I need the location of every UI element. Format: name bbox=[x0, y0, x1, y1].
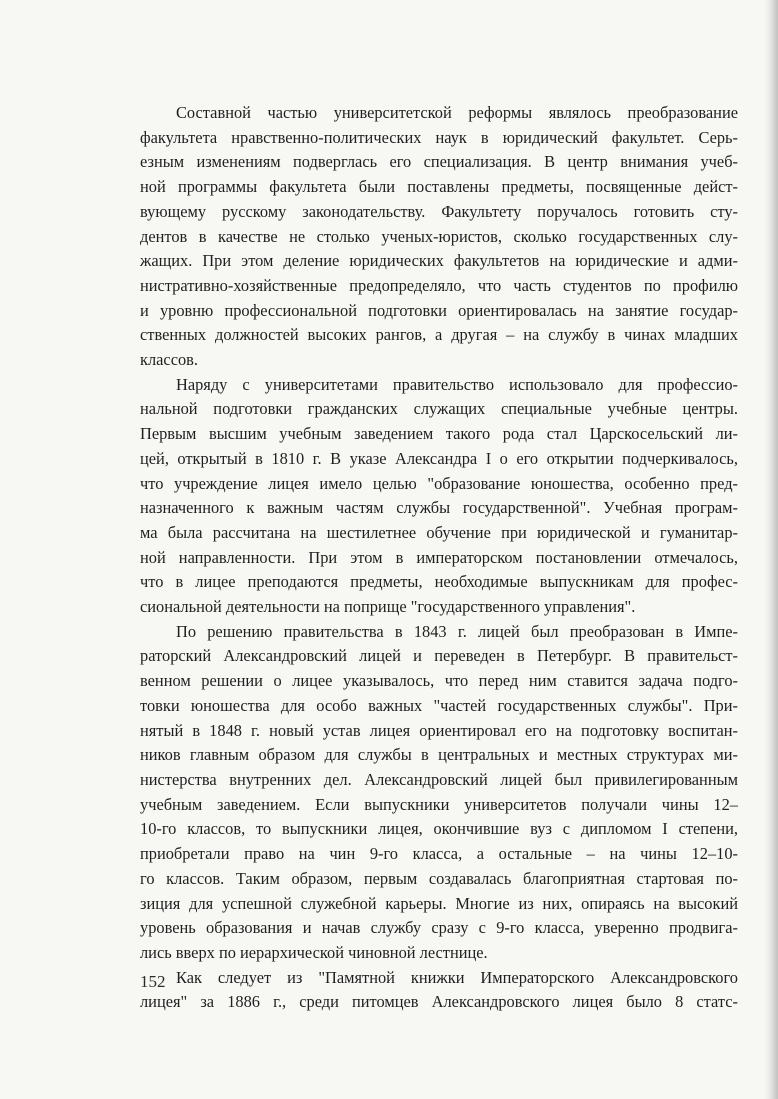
text-line: венном решении о лицее указывалось, что перед ним ставится задача подго- bbox=[140, 671, 738, 691]
text-line: го классов. Таким образом, первым создавалась благоприятная стартовая по- bbox=[140, 868, 738, 888]
text-line: ной программы факультета были поставлены предметы, посвященные дейст- bbox=[140, 177, 738, 197]
text-line: уровень образования и начав службу сразу с 9-го класса, уверенно продвига- bbox=[140, 918, 738, 938]
text-line: раторский Александровский лицей и переведен в Петербург. В правительст- bbox=[140, 646, 738, 666]
text-line: ма была рассчитана на шестилетнее обучение при юридической и гуманитар- bbox=[140, 522, 738, 542]
text-line: назначенного к важным частям службы государственной". Учебная програм- bbox=[140, 498, 738, 518]
text-line: езным изменениям подверглась его специализация. В центр внимания учеб- bbox=[140, 152, 738, 172]
text-line: нальной подготовки гражданских служащих специальные учебные центры. bbox=[140, 399, 738, 419]
text-line: классов. bbox=[140, 350, 198, 370]
page-edge-shadow bbox=[764, 0, 778, 1099]
text-line: ственных должностей высоких рангов, а другая – на службу в чинах младших bbox=[140, 325, 738, 345]
text-line: дентов в качестве не столько ученых-юристов, сколько государственных слу- bbox=[140, 226, 738, 246]
text-line: учебным заведением. Если выпускники университетов получали чины 12– bbox=[140, 794, 738, 814]
text-line: ной направленности. При этом в императорском постановлении отмечалось, bbox=[140, 547, 738, 567]
text-line: факультета нравственно-политических наук в юридический факультет. Серь- bbox=[140, 127, 738, 147]
text-line: вующему русскому законодательству. Факультету поручалось готовить сту- bbox=[140, 201, 738, 221]
body-text bbox=[140, 101, 738, 1015]
text-line: приобретали право на чин 9-го класса, а остальные – на чины 12–10- bbox=[140, 844, 738, 864]
text-line: и уровню профессиональной подготовки ориентировалась на занятие государ- bbox=[140, 300, 738, 320]
text-line: Наряду с университетами правительство использовало для профессио- bbox=[176, 374, 738, 394]
text-line: По решению правительства в 1843 г. лицей был преобразован в Импе- bbox=[176, 621, 738, 641]
text-line: зиция для успешной служебной карьеры. Многие из них, опираясь на высокий bbox=[140, 893, 738, 913]
text-line: жащих. При этом деление юридических факультетов на юридические и адми- bbox=[140, 251, 738, 271]
text-line: нистерства внутренних дел. Александровский лицей был привилегированным bbox=[140, 769, 738, 789]
text-line: что в лицее преподаются предметы, необходимые выпускникам для профес- bbox=[140, 572, 738, 592]
text-line: лись вверх по иерархической чиновной лестнице. bbox=[140, 942, 488, 962]
text-line: нятый в 1848 г. новый устав лицея ориентировал его на подготовку воспитан- bbox=[140, 720, 738, 740]
text-line: ников главным образом для службы в центральных и местных структурах ми- bbox=[140, 745, 738, 765]
text-line: Первым высшим учебным заведением такого рода стал Царскосельский ли- bbox=[140, 424, 738, 444]
text-line: сиональной деятельности на поприще "государственного управления". bbox=[140, 597, 636, 617]
page-number: 152 bbox=[140, 972, 166, 991]
text-line: лицея" за 1886 г., среди питомцев Александровского лицея было 8 статс- bbox=[140, 992, 738, 1012]
text-line: цей, открытый в 1810 г. В указе Александра I о его открытии подчеркивалось, bbox=[140, 448, 738, 468]
text-line: нистративно-хозяйственные предопределяло, что часть студентов по профилю bbox=[140, 275, 738, 295]
text-line: товки юношества для особо важных "частей государственных службы". При- bbox=[140, 695, 738, 715]
text-line: 10-го классов, то выпускники лицея, окончившие вуз с дипломом I степени, bbox=[140, 819, 738, 839]
text-line: Составной частью университетской реформы являлось преобразование bbox=[176, 103, 738, 122]
text-line: Как следует из "Памятной книжки Императорского Александровского bbox=[176, 967, 738, 987]
text-line: что учреждение лицея имело целью "образование юношества, особенно пред- bbox=[140, 473, 738, 493]
